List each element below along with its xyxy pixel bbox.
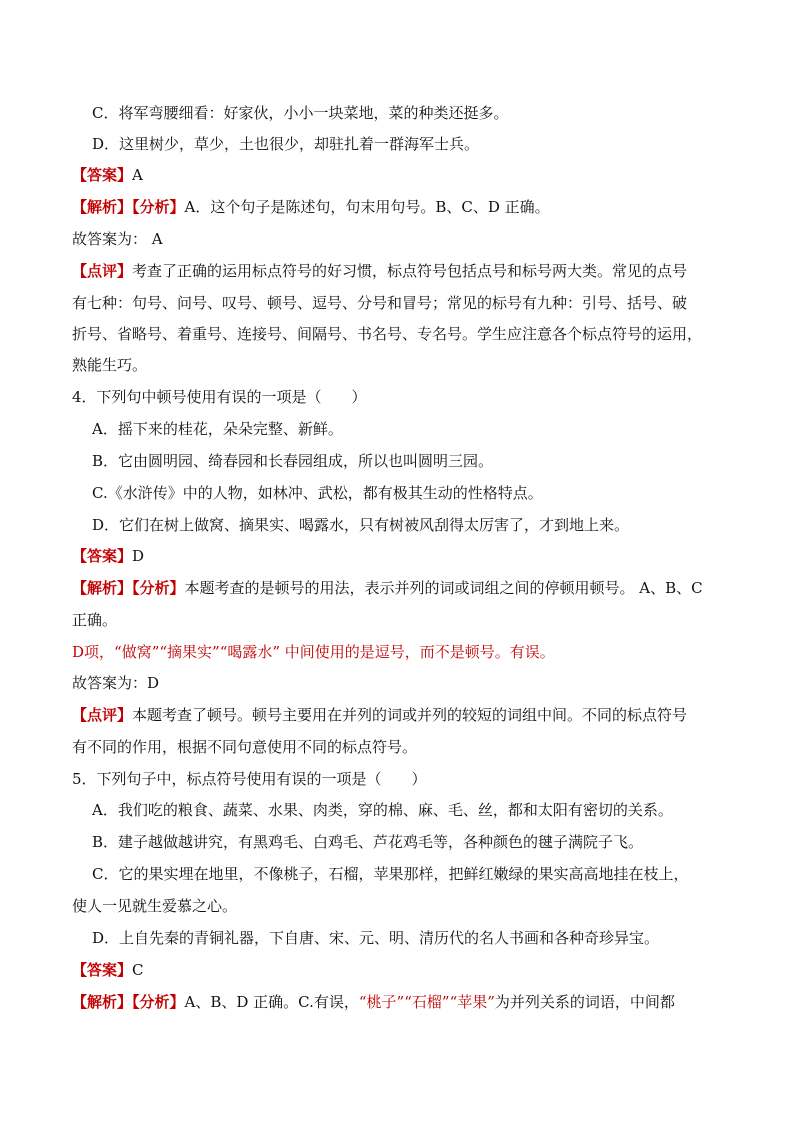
option-a: A．我们吃的粮食、蔬菜、水果、肉类，穿的棉、麻、毛、丝，都和太阳有密切的关系。	[92, 801, 673, 819]
option-d: D．它们在树上做窝、摘果实、喝露水，只有树被风刮得太厉害了，才到地上来。	[92, 516, 630, 534]
comment-line: 【点评】本题考查了顿号。顿号主要用在并列的词或并列的较短的词组中间。不同的标点符号	[72, 706, 688, 724]
analysis-continuation: 正确。	[72, 611, 118, 629]
option-b: B．它由圆明园、绮春园和长春园组成，所以也叫圆明三园。	[92, 452, 494, 470]
comment-continuation: 有不同的作用，根据不同句意使用不同的标点符号。	[72, 738, 418, 756]
comment-line: 【点评】考查了正确的运用标点符号的好习惯，标点符号包括点号和标号两大类。常见的点号	[72, 262, 688, 280]
option-c: C．将军弯腰细看：好家伙，小小一块菜地，菜的种类还挺多。	[92, 104, 509, 122]
option-c-continuation: 使人一见就生爱慕之心。	[72, 897, 238, 915]
option-b: B．建子越做越讲究，有黑鸡毛、白鸡毛、芦花鸡毛等，各种颜色的毽子满院子飞。	[92, 833, 644, 851]
comment-continuation: 熟能生巧。	[72, 356, 148, 374]
analysis-red-note: D项，“做窝”“摘果实”“喝露水” 中间使用的是逗号，而不是顿号。有误。	[72, 643, 555, 661]
answer-line: 【答案】A	[72, 166, 143, 184]
analysis-line: 【解析】【分析】A．这个句子是陈述句，句末用句号。B、C、D 正确。	[72, 198, 550, 216]
analysis-line: 【解析】【分析】本题考查的是顿号的用法，表示并列的词或词组之间的停顿用顿号。 A、B、C	[72, 579, 703, 597]
analysis-line: 【解析】【分析】A、B、D 正确。C.有误，“桃子”“石榴”“苹果”为并列关系的词语，中间都	[72, 993, 675, 1011]
option-c: C.《水浒传》中的人物，如林冲、武松，都有极其生动的性格特点。	[92, 484, 543, 502]
option-c: C．它的果实埋在地里，不像桃子，石榴，苹果那样，把鲜红嫩绿的果实高高地挂在枝上，	[92, 865, 689, 883]
comment-continuation: 折号、省略号、着重号、连接号、间隔号、书名号、专名号。学生应注意各个标点符号的运用，	[72, 325, 703, 343]
question-4: 4．下列句中顿号使用有误的一项是（ ）	[72, 388, 367, 406]
answer-line: 【答案】D	[72, 547, 145, 565]
answer-line: 【答案】C	[72, 961, 144, 979]
option-d: D．这里树少，草少，土也很少，却驻扎着一群海军士兵。	[92, 135, 480, 153]
comment-continuation: 有七种：句号、问号、叹号、顿号、逗号、分号和冒号；常见的标号有九种：引号、括号、破	[72, 294, 688, 312]
conclusion-line: 故答案为：D	[72, 674, 160, 692]
option-a: A．摇下来的桂花，朵朵完整、新鲜。	[92, 420, 343, 438]
option-d: D．上自先秦的青铜礼器，下自唐、宋、元、明、清历代的名人书画和各种奇珍异宝。	[92, 929, 660, 947]
question-5: 5．下列句子中，标点符号使用有误的一项是（ ）	[72, 770, 427, 788]
conclusion-line: 故答案为： A	[72, 230, 163, 248]
